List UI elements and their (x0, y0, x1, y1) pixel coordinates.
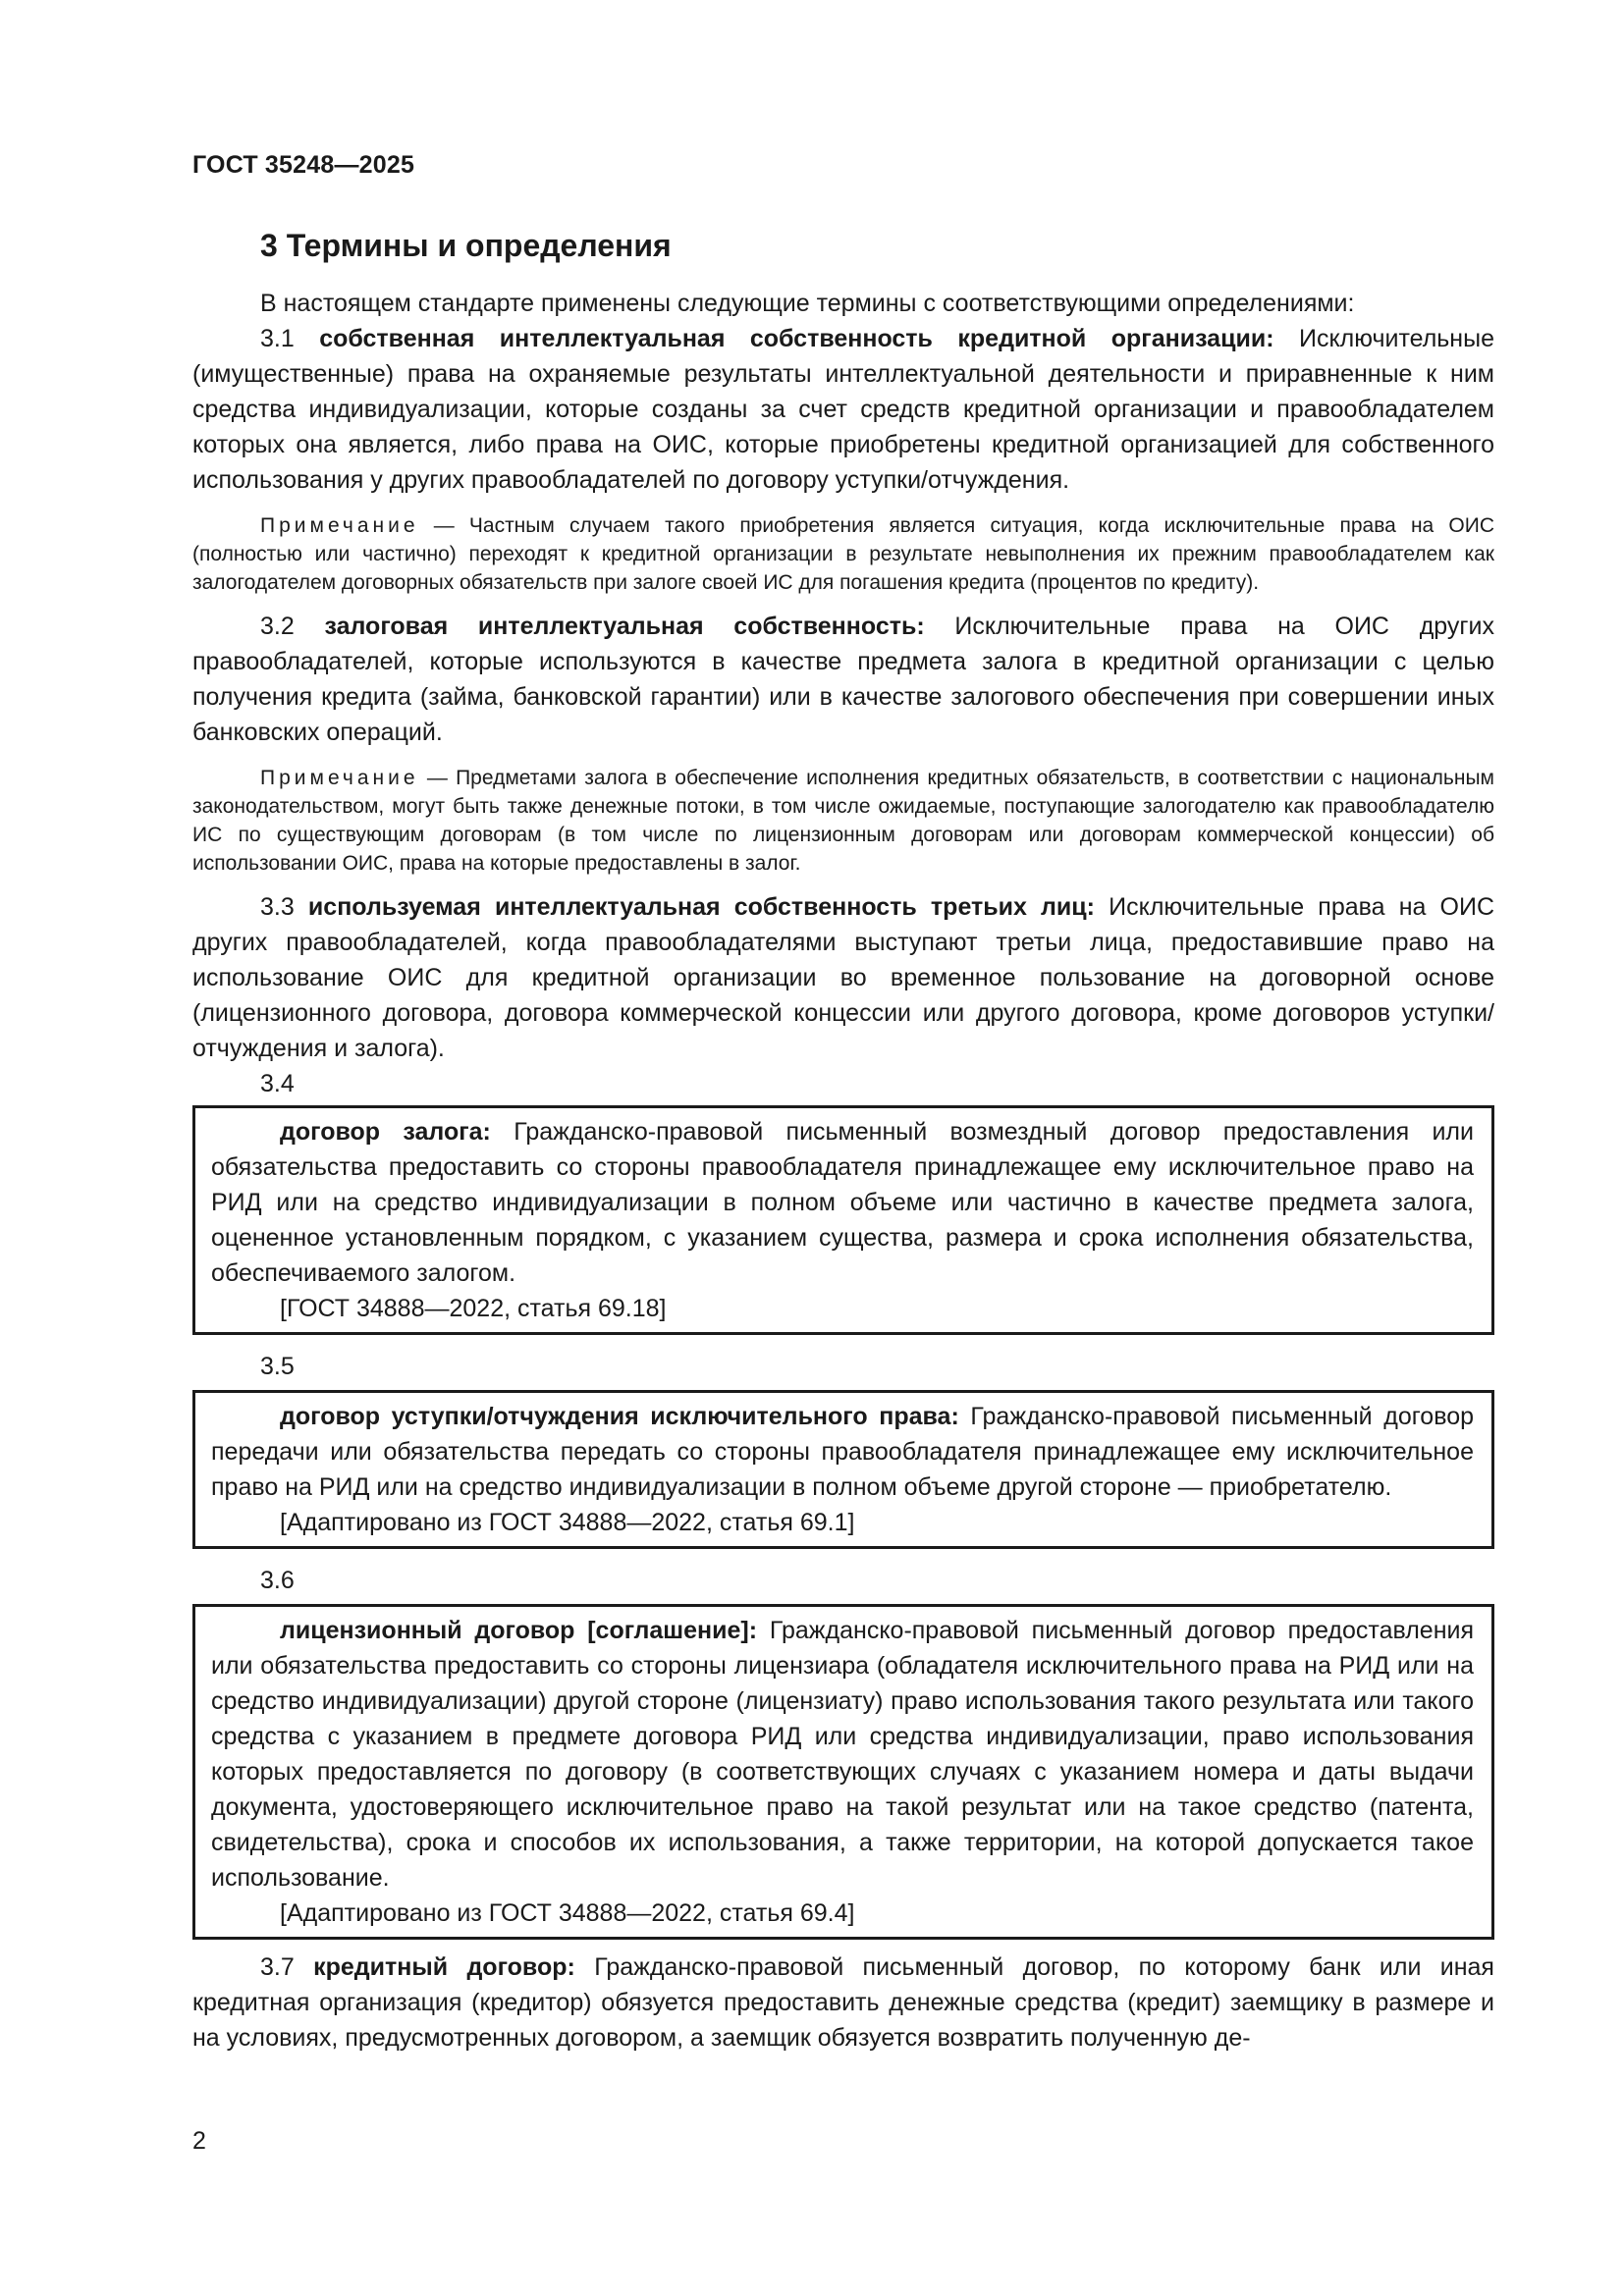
term-3-6-source: [Адаптировано из ГОСТ 34888—2022, статья 69.4] (280, 1899, 855, 1927)
term-3-4-source: [ГОСТ 34888—2022, статья 69.18] (280, 1295, 667, 1322)
note-label: Примечание (260, 767, 419, 789)
term-definition: Гражданско-правовой письменный возмездный договор предоставления или обязательства предоставить со стороны правообладателя принадлежащее ему исключительное право на РИД или на средство индивидуализации в полном объеме или частично в качестве предмета залога, оцененное установленным порядком, с указанием существа, размера и срока исполнения обязательства, обеспечиваемого залогом. (211, 1118, 1474, 1287)
term-3-6-box (192, 1604, 1494, 1940)
term-3-1 (192, 321, 1494, 498)
term-3-4-number: 3.4 (260, 1070, 295, 1097)
term-name: договор уступки/отчуждения исключительного права: (280, 1403, 959, 1430)
term-3-4 (211, 1114, 1474, 1291)
term-3-4-box (192, 1105, 1494, 1335)
term-number: 3.2 (260, 613, 295, 640)
term-number: 3.1 (260, 325, 295, 352)
term-name: используемая интеллектуальная собственность третьих лиц: (307, 893, 1095, 921)
term-3-3 (192, 889, 1494, 1066)
term-3-6-number: 3.6 (260, 1567, 295, 1594)
note-3-1 (192, 511, 1494, 597)
term-number: 3.3 (260, 893, 295, 921)
term-3-5-number: 3.5 (260, 1353, 295, 1380)
document-body (192, 286, 1494, 2056)
note-text: — Предметами залога в обеспечение исполнения кредитных обязательств, в соответствии с национальным законодательством, могут быть также денежные потоки, в том числе ожидаемые, поступающие залогодателю как правообладателю ИС по существующим договорам (в том числе по лицензионным договорам или договорам коммерческой концессии) об использовании ОИС, права на которые предоставлены в залог. (192, 767, 1494, 875)
document-header: ГОСТ 35248—2025 (192, 151, 415, 179)
section-title: 3 Термины и определения (260, 228, 672, 263)
term-number: 3.7 (260, 1953, 295, 1981)
term-name: лицензионный договор [соглашение]: (280, 1617, 758, 1644)
intro-paragraph: В настоящем стандарте применены следующие термины с соответствующими определениями: (260, 290, 1355, 317)
term-definition: Гражданско-правовой письменный договор предоставления или обязательства предоставить со стороны лицензиара (обладателя исключительного права на РИД или на средство индивидуализации) другой стороне (лицензиату) право использования такого результата или такого средства с указанием в предмете договора РИД или средства индивидуализации, право использования которых предоставляется по договору (в соответствующих случаях с указанием номера и даты выдачи документа, удостоверяющего исключительное право на такой результат или на такое средство (патента, свидетельства), срока и способов их использования, а также территории, на которой допускается такое использование. (211, 1617, 1475, 1892)
term-3-5-source: [Адаптировано из ГОСТ 34888—2022, статья 69.1] (280, 1509, 855, 1536)
term-definition: Гражданско-правовой письменный договор передачи или обязательства передать со стороны правообладателя принадлежащее ему исключительное право на РИД или на средство индивидуализации в полном объеме другой стороне — приобретателю. (211, 1403, 1474, 1501)
note-label: Примечание (260, 514, 419, 537)
term-definition: Исключительные права на ОИС других правообладателей, когда правообладателями выступают третьи лица, предоставившие право на использование ОИС для кредитной организации во временное пользование на договорной основе (лицензионного договора, договора коммерческой концессии или другого договора, кроме договоров уступки/отчуждения и залога). (192, 893, 1495, 1062)
term-3-6 (211, 1613, 1474, 1896)
note-3-2 (192, 764, 1494, 878)
note-text: — Частным случаем такого приобретения является ситуация, когда исключительные права на ОИС (полностью или частично) переходят к кредитной организации в результате невыполнения их прежним правообладателем как залогодателем договорных обязательств при залоге своей ИС для погашения кредита (процентов по кредиту). (192, 514, 1494, 594)
term-name: залоговая интеллектуальная собственность: (324, 613, 925, 640)
term-3-7 (192, 1949, 1494, 2056)
term-3-5 (211, 1399, 1474, 1505)
term-definition: Исключительные права на ОИС других правообладателей, которые используются в качестве предмета залога в кредитной организации с целью получения кредита (займа, банковской гарантии) или в качестве залогового обеспечения при совершении иных банковских операций. (192, 613, 1495, 746)
term-name: собственная интеллектуальная собственность кредитной организации: (319, 325, 1274, 352)
term-name: кредитный договор: (313, 1953, 575, 1981)
term-name: договор залога: (280, 1118, 491, 1146)
term-3-2 (192, 609, 1494, 750)
term-definition: Исключительные (имущественные) права на охраняемые результаты интеллектуальной деятельности и приравненные к ним средства индивидуализации, которые созданы за счет средств кредитной организации и правообладателем которых она является, либо права на ОИС, которые приобретены кредитной организацией для собственного использования у других правообладателей по договору уступки/отчуждения. (192, 325, 1494, 494)
term-definition: Гражданско-правовой письменный договор, по которому банк или иная кредитная организация (кредитор) обязуется предоставить денежные средства (кредит) заемщику в размере и на условиях, предусмотренных договором, а заемщик обязуется возвратить полученную де- (192, 1953, 1494, 2052)
term-3-5-box (192, 1390, 1494, 1549)
page-number: 2 (192, 2127, 206, 2155)
